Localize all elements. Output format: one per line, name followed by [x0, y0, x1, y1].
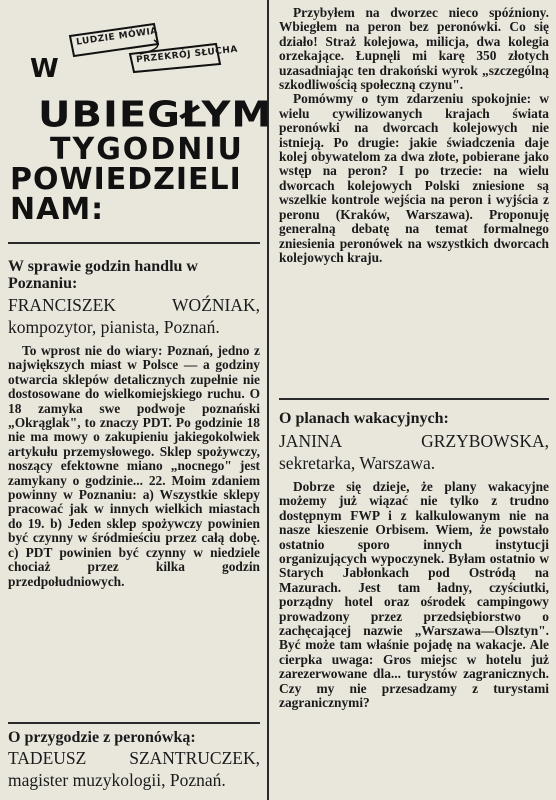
section-heading: W sprawie godzin handlu w Poznaniu: — [8, 258, 198, 292]
section-peronowka-continued — [279, 6, 549, 265]
letter-paragraph: Pomówmy o tym zdarzeniu spokojnie: w wielu cywilizowanych krajach świata peronówki na dworcach kolejowych nie istnieją. Po drugie: jakie świadczenia daje kolej obywatelom za dwa złote, pobierane jako wstęp na peron? I po trzecie: na wielu dworcach kolejowych Polski zniesione są wszelkie kontrole wejścia na peron i wyjścia z peronu (Kraków, Warszawa). Proponuję generalną debatę na temat formalnego zniesienia peronówek na wszystkich dworcach kolejowych kraju. — [279, 91, 549, 265]
section-heading: O przygodzie z peronówką: — [8, 729, 196, 746]
person-name: FRANCISZEK WOŹNIAK, kompozytor, pianista, Poznań. — [8, 295, 260, 337]
letter-text: Dobrze się dzieje, że plany wakacyjne możemy już wiązać nie tylko z trudno dostępnym FWP i z kalkulowanym nie na nasze kieszenie Orbisem. Wiem, że powstało ostatnio sporo innych instytucji organizujących wypoczynek. Byłam ostatnio w Starych Jabłonkach pod Ostródą na Mazurach. Jest tam ładny, czyściutki, porządny hotel oraz ośrodek campingowy prowadzony przez przedsiębiorstwo o zachęcającej nazwie „Warszawa—Olsztyn". Być może tam właśnie pojadę na wakacje. Ale cierpka uwaga: Gros miejsc w hotelu już zarezerwowane dla... turystów zagranicznych. Czy my nie przesadzamy z turystami zagranicznymi? — [279, 479, 549, 711]
section-wakacje — [279, 410, 549, 711]
section-heading: O planach wakacyjnych: — [279, 410, 449, 427]
masthead-line-2: TYGODNIU — [50, 132, 244, 167]
letter-paragraph: Przybyłem na dworzec nieco spóźniony. Wbiegłem na peron bez peronówki. Co się działo! Straż kolejowa, milicja, dwa kolegia orzekające. Łupnęli mi karę 350 złotych uzasadniając ten drakoński wyrok „szczególną szkodliwością społeczną czynu". — [279, 5, 549, 93]
left-column — [8, 0, 273, 800]
masthead-line-4: NAM: — [10, 192, 105, 227]
masthead-divider — [8, 242, 260, 244]
masthead — [8, 0, 273, 240]
person-name: JANINA GRZYBOWSKA, sekretarka, Warszawa. — [279, 431, 549, 473]
person-name: TADEUSZ SZANTRUCZEK, magister muzykologii, Poznań. — [8, 748, 260, 790]
section-divider — [279, 398, 549, 400]
masthead-line-1: UBIEGŁYM — [38, 94, 273, 136]
right-column — [279, 0, 549, 800]
stamp-top-text: LUDZIE MÓWIĄ — [75, 26, 159, 48]
section-divider — [8, 722, 260, 724]
letter-text — [279, 6, 549, 265]
section-peronowka — [8, 729, 260, 791]
masthead-line-3: POWIEDZIELI — [10, 162, 242, 197]
masthead-w: W — [30, 54, 59, 84]
letter-text: To wprost nie do wiary: Poznań, jedno z największych miast w Polsce — a godziny otwarcia sklepów detalicznych zupełnie nie dostosowane do wielkomiejskiego ruchu. O 18 zamyka swe podwoje poznański „Okrąglak", to znaczy PDT. Po godzinie 18 nie ma mowy o zakupieniu jakiegokolwiek artykułu przemysłowego. Sklep spożywczy, noszący efektowne miano „nocnego" jest zamykany o godzinie... 22. Moim zdaniem powinny w Poznaniu: a) Wszystkie sklepy pracować jak w innych wielkich miastach do 19. b) Jeden sklep spożywczy powinien być czynny w śródmieściu przez całą dobę. c) PDT powinien być czynny w niedziele chociaż przez kilka godzin przedpołudniowych. — [8, 343, 260, 589]
section-godziny-handlu — [8, 258, 260, 589]
stamp-logo — [66, 14, 239, 76]
stamp-bottom-text: PRZEKRÓJ SŁUCHA — [135, 44, 239, 66]
